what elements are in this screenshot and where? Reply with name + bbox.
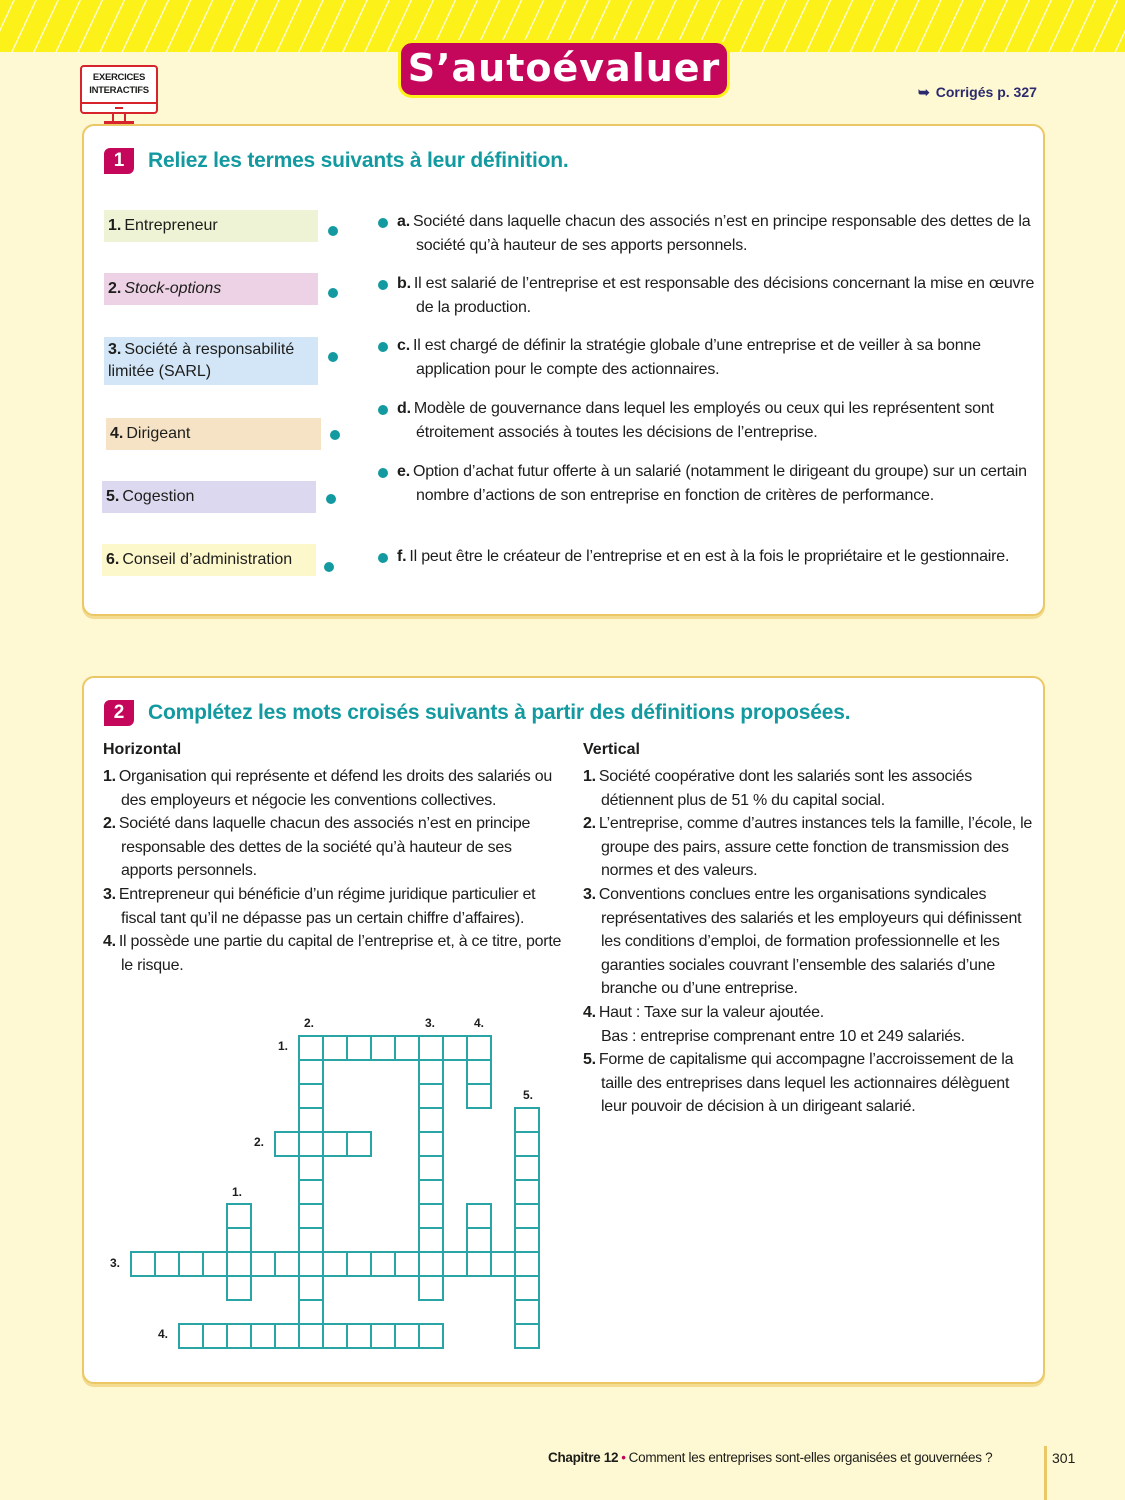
term-item-3[interactable]	[104, 337, 318, 385]
crossword-cell[interactable]	[298, 1227, 324, 1253]
definition-body: Option d’achat futur offerte à un salarié (notamment le dirigeant du groupe) sur un certain nombre d’actions de son entreprise en fonction de critères de performance.	[412, 463, 1027, 504]
crossword-cell[interactable]	[514, 1299, 540, 1325]
term-connector-dot[interactable]	[330, 430, 340, 440]
vertical-heading: Vertical	[583, 741, 640, 758]
definition-connector-dot[interactable]	[378, 218, 388, 228]
crossword-cell[interactable]	[298, 1107, 324, 1133]
vertical-clue-2	[583, 812, 1033, 883]
clue-text: Haut : Taxe sur la valeur ajoutée.	[598, 1003, 824, 1021]
term-label: Stock-options	[124, 280, 222, 297]
crossword-cell[interactable]	[514, 1131, 540, 1157]
crossword-cell[interactable]	[466, 1035, 492, 1061]
crossword-cell[interactable]	[274, 1131, 300, 1157]
crossword-cell[interactable]	[466, 1203, 492, 1229]
horizontal-clue-3	[103, 883, 565, 930]
crossword-cell[interactable]	[514, 1107, 540, 1133]
crossword-cell[interactable]	[226, 1323, 252, 1349]
crossword-cell[interactable]	[418, 1203, 444, 1229]
crossword-cell[interactable]	[130, 1251, 156, 1277]
interactive-exercises-badge[interactable]	[80, 65, 158, 125]
horizontal-clues	[103, 765, 565, 977]
crossword-clue-label: 5.	[523, 1088, 534, 1102]
clue-text: Conventions conclues entre les organisations syndicales représentatives des salariés et les employeurs qui définissent les conditions d’emploi, de formation professionnelle et les garanties sociales couvrant l’ensemble des salariés d’une branche ou d’une entreprise.	[598, 885, 1022, 998]
crossword-cell[interactable]	[298, 1323, 324, 1349]
crossword-cell[interactable]	[226, 1203, 252, 1229]
crossword-cell[interactable]	[346, 1131, 372, 1157]
exercise-2-header	[104, 700, 850, 726]
crossword-cell[interactable]	[514, 1203, 540, 1229]
term-number: 3.	[108, 341, 122, 358]
crossword-clue-label: 2.	[254, 1135, 265, 1149]
crossword-cell[interactable]	[514, 1275, 540, 1301]
term-item-5[interactable]	[102, 481, 316, 513]
crossword-cell[interactable]	[298, 1275, 324, 1301]
term-number: 5.	[106, 488, 120, 505]
crossword-cell[interactable]	[514, 1227, 540, 1253]
horizontal-clue-2	[103, 812, 565, 883]
term-label: Société à responsabilité	[124, 341, 295, 358]
crossword-cell[interactable]	[418, 1083, 444, 1109]
vertical-clue-4	[583, 1001, 1033, 1048]
term-connector-dot[interactable]	[328, 352, 338, 362]
crossword-cell[interactable]	[466, 1251, 492, 1277]
crossword-clue-label: 3.	[425, 1016, 436, 1030]
crossword-cell[interactable]	[346, 1251, 372, 1277]
chapter-subtitle: Comment les entreprises sont-elles organisées et gouvernées ?	[628, 1450, 993, 1465]
crossword-cell[interactable]	[514, 1251, 540, 1277]
crossword-cell[interactable]	[298, 1083, 324, 1109]
crossword-cell[interactable]	[418, 1275, 444, 1301]
corriges-label: Corrigés p. 327	[935, 84, 1037, 100]
horizontal-clue-4	[103, 930, 565, 977]
horizontal-clue-1	[103, 765, 565, 812]
clue-text-2: Bas : entreprise comprenant entre 10 et 249 salariés.	[601, 1027, 965, 1045]
crossword-cell[interactable]	[250, 1323, 276, 1349]
term-label: Cogestion	[122, 488, 195, 505]
crossword-cell[interactable]	[418, 1323, 444, 1349]
crossword-clue-label: 4.	[158, 1327, 169, 1341]
exercise-number-badge: 1	[104, 148, 134, 174]
crossword-cell[interactable]	[274, 1251, 300, 1277]
definition-connector-dot[interactable]	[378, 342, 388, 352]
definition-text	[396, 334, 1036, 381]
crossword-cell[interactable]	[514, 1179, 540, 1205]
definition-text	[396, 460, 1036, 507]
crossword-cell[interactable]	[442, 1035, 468, 1061]
definition-letter: d.	[397, 400, 411, 417]
definition-text	[396, 210, 1036, 257]
exercise-number-badge: 2	[104, 700, 134, 726]
definition-letter: c.	[397, 337, 410, 354]
crossword-clue-label: 2.	[304, 1016, 315, 1030]
crossword-cell[interactable]	[466, 1227, 492, 1253]
definition-letter: e.	[397, 463, 410, 480]
clue-number: 2.	[103, 815, 116, 833]
definition-letter: f.	[397, 548, 407, 565]
crossword-cell[interactable]	[418, 1227, 444, 1253]
monitor-icon	[80, 65, 158, 114]
crossword-clue-label: 1.	[232, 1185, 243, 1199]
badge-line-2: INTERACTIFS	[89, 85, 149, 96]
crossword-cell[interactable]	[346, 1035, 372, 1061]
crossword-cell[interactable]	[298, 1155, 324, 1181]
crossword-cell[interactable]	[514, 1323, 540, 1349]
crossword-cell[interactable]	[394, 1323, 420, 1349]
term-item-1[interactable]	[104, 210, 318, 242]
crossword-cell[interactable]	[418, 1179, 444, 1205]
bullet-separator: •	[621, 1450, 626, 1465]
term-label-cont: limitée (SARL)	[108, 363, 212, 380]
term-label: Entrepreneur	[124, 217, 218, 234]
clue-number: 4.	[103, 933, 116, 951]
badge-label	[82, 71, 156, 97]
crossword-cell[interactable]	[322, 1131, 348, 1157]
vertical-clue-1	[583, 765, 1033, 812]
definition-body: Il est chargé de définir la stratégie globale d’une entreprise et de veiller à sa bonne application pour le compte des actionnaires.	[412, 337, 981, 378]
clue-text: Forme de capitalisme qui accompagne l’accroissement de la taille des entreprises dans lequel les actionnaires délèguent leur pouvoir de décision à un dirigeant salarié.	[598, 1051, 1014, 1116]
crossword-cell[interactable]	[202, 1323, 228, 1349]
definition-text	[396, 397, 1036, 444]
crossword-cell[interactable]	[298, 1179, 324, 1205]
crossword-cell[interactable]	[298, 1203, 324, 1229]
monitor-bezel	[82, 102, 156, 112]
term-connector-dot[interactable]	[324, 562, 334, 572]
crossword-cell[interactable]	[298, 1131, 324, 1157]
crossword-cell[interactable]	[298, 1251, 324, 1277]
definition-item-e	[396, 460, 1036, 507]
clue-number: 5.	[583, 1051, 596, 1069]
clue-number: 2.	[583, 815, 596, 833]
crossword-cell[interactable]	[154, 1251, 180, 1277]
crossword-cell[interactable]	[418, 1107, 444, 1133]
clue-number: 3.	[583, 885, 596, 903]
crossword-clue-label: 1.	[278, 1039, 289, 1053]
term-item-4[interactable]	[106, 418, 321, 450]
definition-item-b	[396, 272, 1036, 319]
clue-text: Organisation qui représente et défend les droits des salariés ou des employeurs et négocie les conventions collectives.	[118, 768, 552, 809]
crossword-cell[interactable]	[274, 1323, 300, 1349]
clue-text: Il possède une partie du capital de l’entreprise et, à ce titre, porte le risque.	[118, 933, 562, 974]
definition-body: Modèle de gouvernance dans lequel les employés ou ceux qui les représentent sont étroitement associés à toutes les décisions de l’entreprise.	[413, 400, 994, 441]
definition-body: Il est salarié de l’entreprise et est responsable des décisions concernant la mise en œuvre de la production.	[413, 275, 1035, 316]
crossword-cell[interactable]	[202, 1251, 228, 1277]
crossword-cell[interactable]	[250, 1251, 276, 1277]
chapter-label: Chapitre 12	[548, 1450, 619, 1465]
crossword-cell[interactable]	[322, 1251, 348, 1277]
exercise-title: Complétez les mots croisés suivants à partir des définitions proposées.	[148, 701, 851, 724]
clue-text: L’entreprise, comme d’autres instances tels la famille, l’école, le groupe des pairs, assure cette fonction de transmission des normes et des valeurs.	[598, 815, 1033, 880]
clue-number: 1.	[583, 768, 596, 785]
vertical-clues	[583, 765, 1033, 1119]
crossword-cell[interactable]	[370, 1251, 396, 1277]
crossword-cell[interactable]	[418, 1155, 444, 1181]
clue-text: Société coopérative dont les salariés sont les associés détiennent plus de 51 % du capital social.	[598, 768, 972, 809]
crossword-clue-label: 3.	[110, 1256, 121, 1270]
exercise-1-header	[104, 148, 568, 174]
exercise-1-card	[82, 124, 1045, 616]
clue-text: Société dans laquelle chacun des associés n’est en principe responsable des dettes de la société qu’à hauteur de ses apports personnels.	[118, 815, 531, 880]
term-label: Conseil d’administration	[122, 551, 293, 568]
term-number: 6.	[106, 551, 120, 568]
clue-number: 4.	[583, 1003, 596, 1021]
footer-chapter	[548, 1450, 992, 1465]
crossword-cell[interactable]	[178, 1251, 204, 1277]
crossword-cell[interactable]	[514, 1155, 540, 1181]
crossword-cell[interactable]	[490, 1251, 516, 1277]
crossword-cell[interactable]	[322, 1035, 348, 1061]
definition-connector-dot[interactable]	[378, 405, 388, 415]
term-item-2[interactable]	[104, 273, 318, 305]
crossword-cell[interactable]	[442, 1251, 468, 1277]
clue-text: Entrepreneur qui bénéficie d’un régime juridique particulier et fiscal tant qu’il ne dépasse pas un certain chiffre d’affaires).	[118, 885, 536, 927]
crossword-cell[interactable]	[394, 1035, 420, 1061]
crossword-cell[interactable]	[322, 1323, 348, 1349]
crossword-cell[interactable]	[226, 1227, 252, 1253]
page-number: 301	[1052, 1450, 1076, 1466]
definition-connector-dot[interactable]	[378, 468, 388, 478]
crossword-cell[interactable]	[346, 1323, 372, 1349]
definition-item-a	[396, 210, 1036, 257]
definition-item-f	[396, 545, 1036, 569]
crossword-cell[interactable]	[226, 1251, 252, 1277]
term-connector-dot[interactable]	[328, 288, 338, 298]
vertical-clue-5	[583, 1048, 1033, 1119]
crossword-cell[interactable]	[418, 1131, 444, 1157]
term-connector-dot[interactable]	[326, 494, 336, 504]
definition-body: Il peut être le créateur de l’entreprise et en est à la fois le propriétaire et le gestionnaire.	[409, 548, 1010, 565]
term-item-6[interactable]	[102, 544, 316, 576]
exercise-title: Reliez les termes suivants à leur définition.	[148, 149, 569, 172]
vertical-clue-3	[583, 883, 1033, 1001]
definition-letter: b.	[397, 275, 411, 292]
crossword-cell[interactable]	[226, 1275, 252, 1301]
crossword-cell[interactable]	[178, 1323, 204, 1349]
crossword-cell[interactable]	[370, 1035, 396, 1061]
horizontal-heading: Horizontal	[103, 741, 182, 758]
crossword-cell[interactable]	[298, 1299, 324, 1325]
badge-line-1: EXERCICES	[92, 72, 146, 83]
definition-body: Société dans laquelle chacun des associés n’est en principe responsable des dettes de la société qu’à hauteur de ses apports personnels.	[412, 213, 1031, 254]
definition-text	[396, 272, 1036, 319]
crossword-cell[interactable]	[466, 1059, 492, 1085]
term-label: Dirigeant	[126, 425, 191, 442]
crossword-cell[interactable]	[370, 1323, 396, 1349]
definition-letter: a.	[397, 213, 410, 230]
corriges-link[interactable]	[918, 84, 1037, 101]
crossword-cell[interactable]	[466, 1083, 492, 1109]
crossword-clue-label: 4.	[474, 1016, 485, 1030]
definition-connector-dot[interactable]	[378, 280, 388, 290]
definition-text	[396, 545, 1036, 569]
crossword-cell[interactable]	[418, 1059, 444, 1085]
clue-number: 3.	[103, 885, 116, 903]
footer-divider	[1044, 1446, 1047, 1500]
term-number: 1.	[108, 217, 122, 234]
crossword-cell[interactable]	[298, 1059, 324, 1085]
crossword-cell[interactable]	[394, 1251, 420, 1277]
crossword-cell[interactable]	[298, 1035, 324, 1061]
page-title: S’autoévaluer	[398, 40, 730, 98]
term-connector-dot[interactable]	[328, 226, 338, 236]
definition-connector-dot[interactable]	[378, 553, 388, 563]
term-number: 2.	[108, 280, 122, 297]
term-number: 4.	[110, 425, 124, 442]
crossword-cell[interactable]	[418, 1035, 444, 1061]
crossword-cell[interactable]	[418, 1251, 444, 1277]
definition-item-c	[396, 334, 1036, 381]
arrow-right-icon: ➥	[918, 84, 930, 100]
definition-item-d	[396, 397, 1036, 444]
clue-number: 1.	[103, 768, 116, 785]
